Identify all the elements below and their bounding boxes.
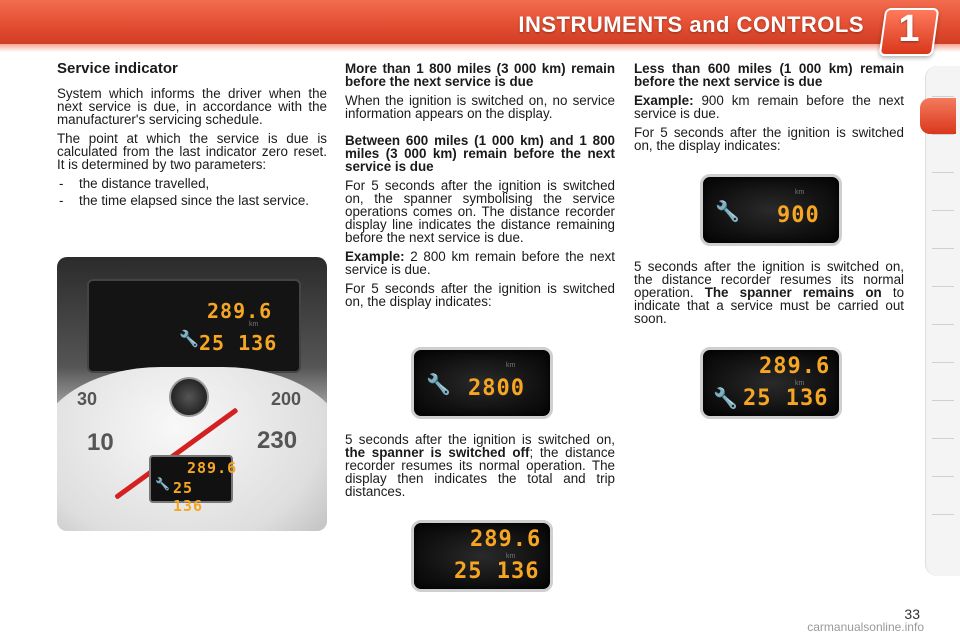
unit-label: km	[249, 321, 259, 328]
display-900km	[700, 174, 842, 246]
side-tab[interactable]	[932, 476, 954, 477]
chapter-side-tabs	[925, 66, 960, 576]
paragraph	[634, 94, 904, 120]
side-tab[interactable]	[932, 362, 954, 363]
column-service-indicator	[57, 62, 327, 211]
distance-readout: 900	[777, 203, 820, 228]
paragraph: For 5 seconds after the ignition is switched on, the display indicates:	[634, 125, 904, 153]
section-heading: Less than 600 miles (1 000 km) remain before the next service is due	[634, 61, 904, 89]
chapter-number: 1	[898, 8, 920, 50]
list-item: - the distance travelled,	[57, 177, 327, 190]
total-distance-readout: 289.6	[187, 459, 238, 477]
side-tab[interactable]	[932, 134, 954, 135]
display-2800km	[411, 347, 553, 419]
total-distance-readout: 289.6	[759, 354, 831, 379]
paragraph: The point at which the service is due is calculated from the last indicator zero reset. It is determined by two parameters:	[57, 131, 327, 172]
text-run: ; the distance recorder resumes its normal operation. The display then indicates the total and trip distances.	[345, 445, 615, 499]
unit-label: km	[795, 380, 805, 387]
speed-mark: 230	[257, 427, 298, 454]
section-heading: More than 1 800 miles (3 000 km) remain before the next service is due	[345, 61, 615, 89]
side-tab[interactable]	[932, 438, 954, 439]
example-label: Example:	[345, 249, 405, 264]
wrench-icon: 🔧	[155, 477, 170, 491]
needle-hub	[169, 377, 209, 417]
wrench-icon: 🔧	[715, 201, 740, 223]
section-heading: Between 600 miles (1 000 km) and 1 800 miles (3 000 km) remain before the next service is due	[345, 133, 615, 174]
text-run: 5 seconds after the ignition is switched on,	[345, 432, 615, 447]
page-number: 33	[904, 606, 920, 622]
trip-distance-readout: 25 136	[743, 386, 829, 411]
side-tab[interactable]	[932, 248, 954, 249]
wrench-icon: 🔧	[713, 388, 738, 410]
section-title: Service indicator	[57, 60, 178, 77]
cluster-lower-display	[149, 455, 238, 515]
page-title: INSTRUMENTS and CONTROLS	[518, 12, 864, 37]
column-service-ranges	[345, 62, 615, 314]
wrench-icon: 🔧	[426, 374, 451, 396]
paragraph	[345, 250, 615, 276]
side-tab-active[interactable]	[920, 98, 956, 134]
cluster-upper-display	[87, 279, 301, 373]
example-label: Example:	[634, 93, 694, 108]
speed-mark: 30	[77, 389, 98, 409]
paragraph: When the ignition is switched on, no service information appears on the display.	[345, 93, 615, 121]
side-tab[interactable]	[932, 286, 954, 287]
trip-distance-readout: 25 136	[173, 479, 204, 515]
total-distance-readout: 289.6	[207, 299, 273, 323]
trip-distance-readout: 25 136	[454, 559, 540, 584]
paragraph	[345, 433, 615, 498]
speed-mark: 200	[271, 389, 302, 409]
wrench-icon: 🔧	[179, 331, 199, 348]
total-distance-readout: 289.6	[470, 527, 542, 552]
parameter-list	[57, 177, 327, 207]
display-total-trip	[411, 520, 553, 592]
paragraph: System which informs the driver when the next service is due, in accordance with the manufacturer's servicing schedule.	[57, 86, 327, 127]
side-tab[interactable]	[932, 172, 954, 173]
text-run-bold: the spanner is switched off	[345, 445, 530, 460]
column-less-than-600	[634, 62, 904, 158]
column-3-lower	[634, 260, 904, 331]
instrument-cluster-image	[57, 257, 327, 531]
paragraph: For 5 seconds after the ignition is switched on, the spanner symbolising the service operations comes on. The distance recorder display line indicates the distance remaining before the next service is due.	[345, 178, 615, 245]
trip-distance-readout: 25 136	[199, 331, 278, 355]
unit-label: km	[506, 553, 516, 560]
text-run: to indicate that a service must be carried out soon.	[634, 285, 905, 326]
distance-readout: 2800	[468, 376, 525, 401]
side-tab[interactable]	[932, 324, 954, 325]
text-run: 5 seconds after the ignition is switched on, the distance recorder resumes its normal operation.	[634, 259, 904, 300]
speed-mark: 10	[87, 429, 114, 456]
paragraph	[634, 260, 904, 325]
side-tab[interactable]	[932, 400, 954, 401]
text-run-bold: The spanner remains on	[704, 285, 882, 300]
unit-label: km	[506, 362, 516, 369]
column-2-lower	[345, 433, 615, 504]
header-swoosh	[0, 44, 960, 52]
watermark: carmanualsonline.info	[807, 620, 924, 634]
side-tab[interactable]	[932, 514, 954, 515]
list-item: - the time elapsed since the last service.	[57, 194, 327, 207]
display-spanner-remains	[700, 347, 842, 419]
side-tab[interactable]	[932, 96, 954, 97]
paragraph: For 5 seconds after the ignition is switched on, the display indicates:	[345, 281, 615, 309]
example-text: 2 800 km remain before the next service is due.	[345, 249, 615, 277]
unit-label: km	[795, 189, 805, 196]
example-text: 900 km remain before the next service is due.	[634, 93, 904, 121]
side-tab[interactable]	[932, 210, 954, 211]
